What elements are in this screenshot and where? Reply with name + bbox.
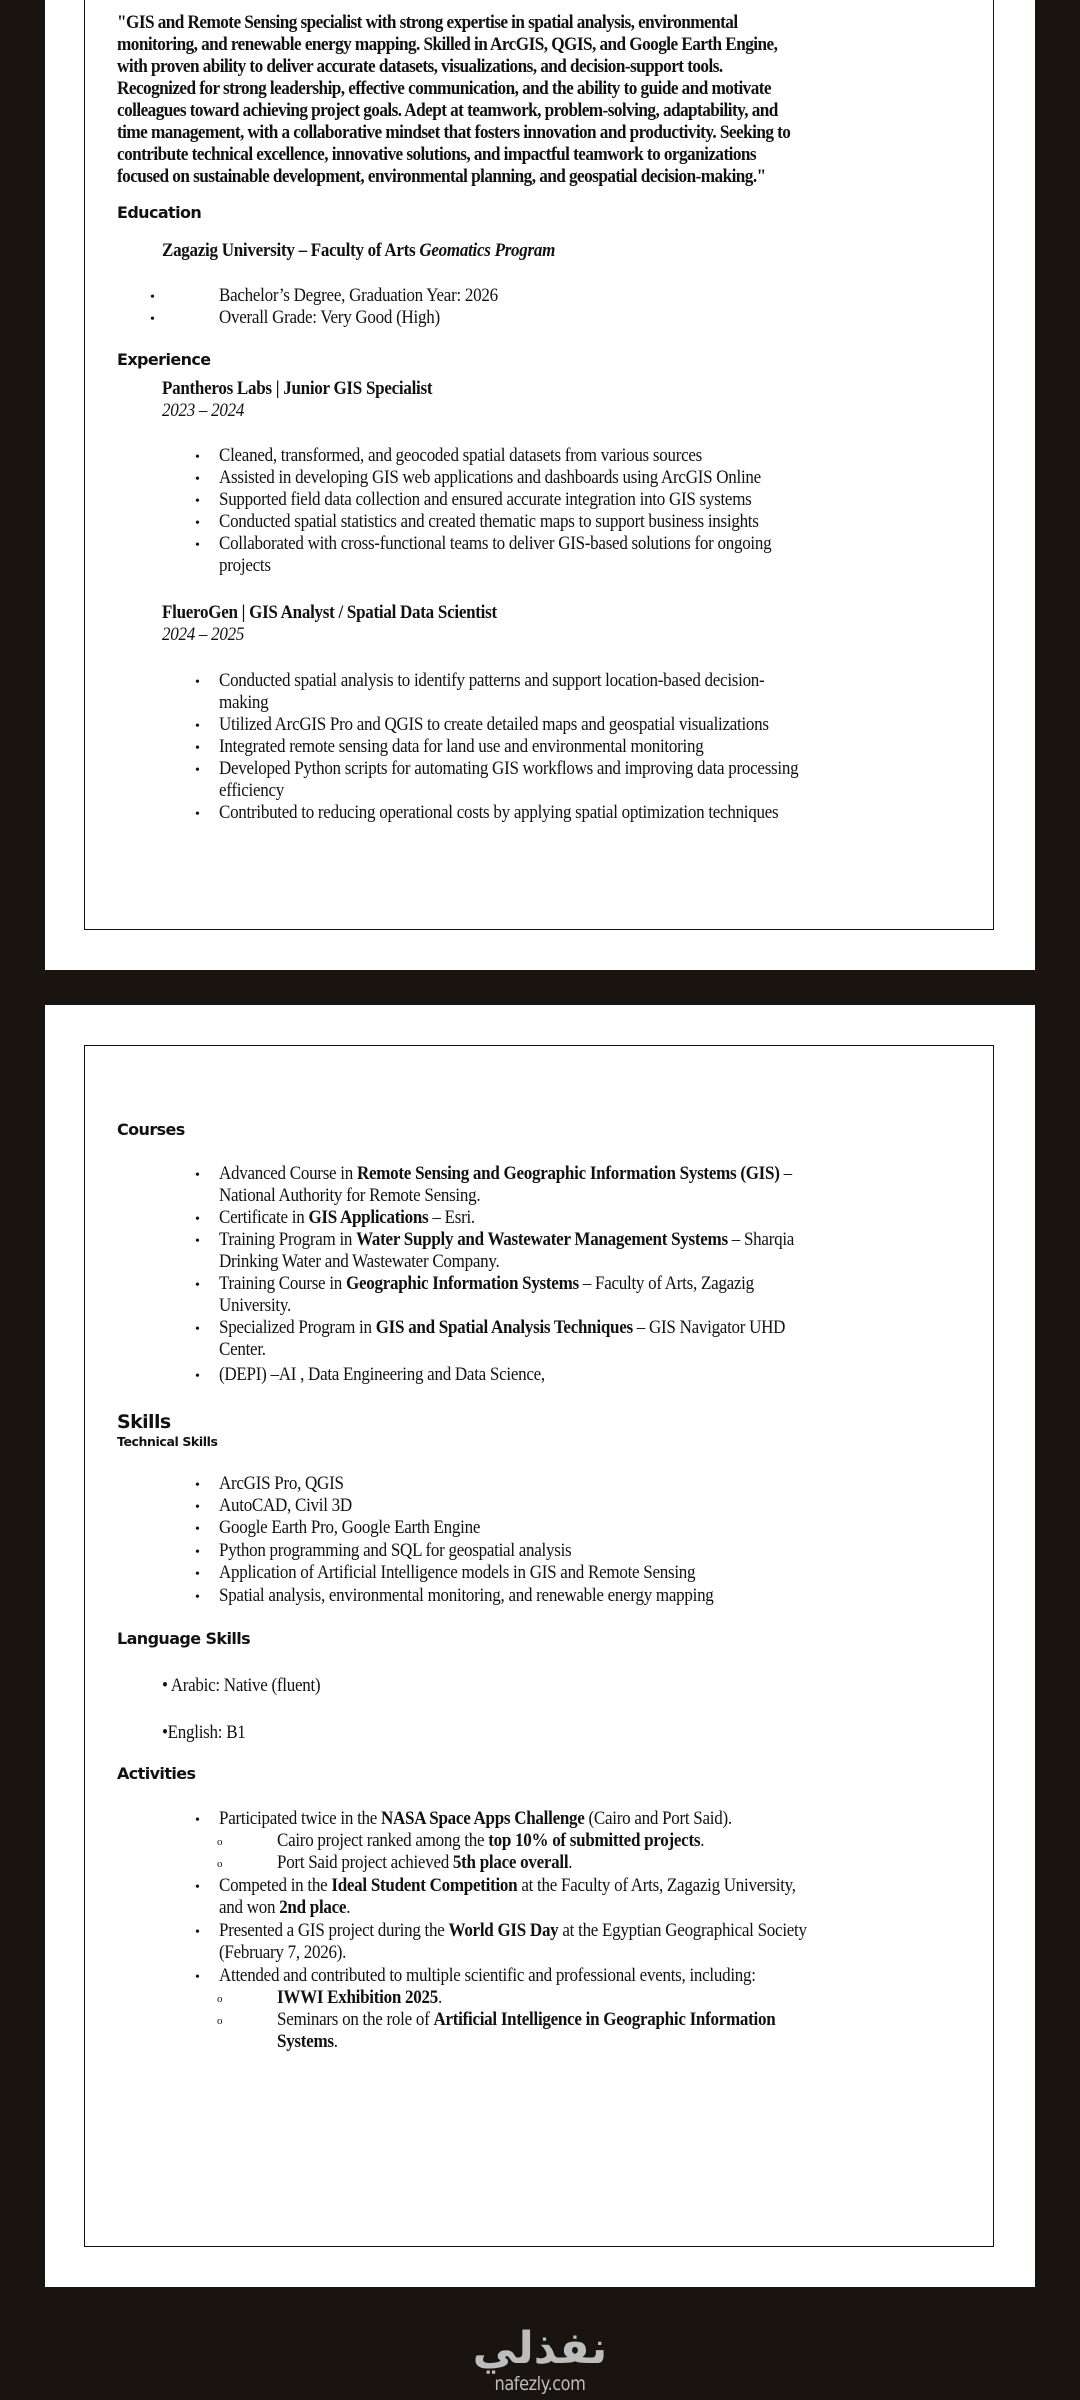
list-item: Application of Artificial Intelligence models in GIS and Remote Sensing xyxy=(219,1563,696,1583)
section-heading-education: Education xyxy=(117,203,202,222)
bullet-icon: • xyxy=(195,472,200,487)
list-item: Integrated remote sensing data for land use and environmental monitoring xyxy=(219,737,704,757)
bullet-icon: • xyxy=(195,1590,200,1605)
text: Certificate in xyxy=(219,1208,309,1228)
text: Cairo project ranked among the xyxy=(277,1831,489,1851)
list-item-continuation: making xyxy=(219,693,269,713)
text: and won xyxy=(219,1898,280,1918)
bullet-icon: • xyxy=(195,1234,200,1249)
section-heading-activities: Activities xyxy=(117,1764,196,1783)
list-item-continuation: Drinking Water and Wastewater Company. xyxy=(219,1252,500,1272)
list-item: Collaborated with cross-functional teams to deliver GIS-based solutions for ongoing xyxy=(219,534,772,554)
education-institution xyxy=(162,241,555,262)
section-heading-experience: Experience xyxy=(117,350,211,369)
summary-line: monitoring, and renewable energy mapping. Skilled in ArcGIS, QGIS, and Google Earth Engine, xyxy=(117,35,778,55)
list-item: Supported field data collection and ensured accurate integration into GIS systems xyxy=(219,490,752,510)
list-item: Attended and contributed to multiple scientific and professional events, including: xyxy=(219,1966,756,1986)
language-item: •English: B1 xyxy=(162,1723,246,1743)
sub-list-item xyxy=(277,1853,572,1874)
list-item-continuation: projects xyxy=(219,556,271,576)
text: Seminars on the role of xyxy=(277,2010,434,2030)
summary-line: Recognized for strong leadership, effective communication, and the ability to guide and motivate xyxy=(117,79,772,99)
list-item: ArcGIS Pro, QGIS xyxy=(219,1474,344,1494)
text: . xyxy=(568,1853,573,1873)
list-item-continuation xyxy=(219,1898,350,1919)
bullet-icon: • xyxy=(195,1970,200,1985)
sub-list-item xyxy=(277,2010,775,2031)
bullet-icon: • xyxy=(195,1925,200,1940)
language-item: • Arabic: Native (fluent) xyxy=(162,1676,321,1696)
text: Training Program in xyxy=(219,1230,357,1250)
text-bold: Geographic Information Systems xyxy=(345,1274,579,1294)
job-dates: 2023 – 2024 xyxy=(162,401,245,421)
bullet-icon: • xyxy=(195,538,200,553)
bullet-icon: • xyxy=(195,1522,200,1537)
bullet-icon: • xyxy=(195,1322,200,1337)
list-item: Utilized ArcGIS Pro and QGIS to create detailed maps and geospatial visualizations xyxy=(219,715,769,735)
text-bold: Artificial Intelligence in Geographic Information xyxy=(433,2010,776,2030)
summary-line: colleagues toward achieving project goals. Adept at teamwork, problem-solving, adaptability, and xyxy=(117,101,778,121)
sub-list-item xyxy=(277,1988,442,2009)
list-item: Cleaned, transformed, and geocoded spatial datasets from various sources xyxy=(219,446,702,466)
list-item: Conducted spatial analysis to identify patterns and support location-based decision- xyxy=(219,671,765,691)
text: – Sharqia xyxy=(727,1230,795,1250)
summary-line: "GIS and Remote Sensing specialist with strong expertise in spatial analysis, environmental xyxy=(117,13,738,33)
text: – GIS Navigator UHD xyxy=(632,1318,786,1338)
bullet-icon: • xyxy=(195,719,200,734)
text-bold: 5th place overall xyxy=(452,1853,569,1873)
bullet-icon: • xyxy=(195,516,200,531)
list-item: (DEPI) –AI , Data Engineering and Data Science, xyxy=(219,1365,545,1385)
text-bold: Systems xyxy=(277,2032,334,2052)
list-item: Assisted in developing GIS web applications and dashboards using ArcGIS Online xyxy=(219,468,761,488)
text-bold: Remote Sensing and Geographic Information Systems (GIS) xyxy=(356,1164,780,1184)
list-item-continuation: Center. xyxy=(219,1340,266,1360)
summary-line: focused on sustainable development, environmental planning, and geospatial decision-making." xyxy=(117,167,766,187)
bullet-icon: • xyxy=(150,290,155,305)
section-heading-language-skills: Language Skills xyxy=(117,1629,251,1648)
bullet-icon: • xyxy=(195,1278,200,1293)
text: . xyxy=(437,1988,442,2008)
list-item-continuation: efficiency xyxy=(219,781,284,801)
bullet-icon: • xyxy=(195,807,200,822)
list-item: Contributed to reducing operational costs by applying spatial optimization techniques xyxy=(219,803,779,823)
program-name: Geomatics Program xyxy=(419,241,556,261)
list-item: Google Earth Pro, Google Earth Engine xyxy=(219,1518,481,1538)
bullet-icon: • xyxy=(195,763,200,778)
text: . xyxy=(346,1898,351,1918)
text: – Esri. xyxy=(428,1208,475,1228)
text-bold: GIS Applications xyxy=(308,1208,429,1228)
text: Presented a GIS project during the xyxy=(219,1921,449,1941)
section-heading-courses: Courses xyxy=(117,1120,185,1139)
text-bold: IWWI Exhibition 2025 xyxy=(277,1988,438,2008)
summary-line: with proven ability to deliver accurate datasets, visualizations, and decision-support tools. xyxy=(117,57,723,77)
list-item: Overall Grade: Very Good (High) xyxy=(219,308,440,328)
job-title: Pantheros Labs | Junior GIS Specialist xyxy=(162,379,433,399)
list-item xyxy=(219,1876,796,1897)
list-item xyxy=(219,1208,475,1229)
bullet-icon: • xyxy=(195,494,200,509)
text-bold: Water Supply and Wastewater Management Systems xyxy=(356,1230,728,1250)
text-bold: World GIS Day xyxy=(448,1921,559,1941)
list-item xyxy=(219,1809,732,1830)
sub-bullet-icon: o xyxy=(217,2015,223,2027)
list-item-continuation: University. xyxy=(219,1296,291,1316)
institution-name: Zagazig University – Faculty of Arts xyxy=(162,241,416,261)
sub-list-item-continuation xyxy=(277,2032,338,2053)
sub-bullet-icon: o xyxy=(217,1993,223,2005)
bullet-icon: • xyxy=(195,741,200,756)
sub-list-item xyxy=(277,1831,704,1852)
text: at the Egyptian Geographical Society xyxy=(558,1921,807,1941)
bullet-icon: • xyxy=(195,1880,200,1895)
bullet-icon: • xyxy=(195,1212,200,1227)
subheading-technical-skills: Technical Skills xyxy=(117,1434,218,1449)
list-item: Bachelor’s Degree, Graduation Year: 2026 xyxy=(219,286,498,306)
text: at the Faculty of Arts, Zagazig University, xyxy=(517,1876,796,1896)
bullet-icon: • xyxy=(195,1478,200,1493)
bullet-icon: • xyxy=(195,1500,200,1515)
summary-line: time management, with a collaborative mindset that fosters innovation and productivity. Seeking to xyxy=(117,123,791,143)
text: Port Said project achieved xyxy=(277,1853,453,1873)
list-item xyxy=(219,1318,785,1339)
nafezly-logo xyxy=(0,2325,1080,2395)
summary-line: contribute technical excellence, innovative solutions, and impactful teamwork to organizations xyxy=(117,145,757,165)
text-bold: top 10% of submitted projects xyxy=(488,1831,701,1851)
section-heading-skills: Skills xyxy=(117,1411,171,1433)
text: . xyxy=(700,1831,705,1851)
bullet-icon: • xyxy=(195,1567,200,1582)
bullet-icon: • xyxy=(195,1168,200,1183)
text: Advanced Course in xyxy=(219,1164,357,1184)
text: – xyxy=(779,1164,792,1184)
sub-bullet-icon: o xyxy=(217,1836,223,1848)
text-bold: GIS and Spatial Analysis Techniques xyxy=(375,1318,633,1338)
list-item xyxy=(219,1921,807,1942)
bullet-icon: • xyxy=(195,1369,200,1384)
list-item xyxy=(219,1164,792,1185)
text: (Cairo and Port Said). xyxy=(584,1809,732,1829)
job-dates: 2024 – 2025 xyxy=(162,625,245,645)
list-item: AutoCAD, Civil 3D xyxy=(219,1496,352,1516)
list-item: Conducted spatial statistics and created thematic maps to support business insights xyxy=(219,512,759,532)
text: Specialized Program in xyxy=(219,1318,376,1338)
bullet-icon: • xyxy=(150,312,155,327)
text-bold: NASA Space Apps Challenge xyxy=(381,1809,585,1829)
list-item xyxy=(219,1274,754,1295)
list-item: Developed Python scripts for automating GIS workflows and improving data processing xyxy=(219,759,799,779)
bullet-icon: • xyxy=(195,1813,200,1828)
text: – Faculty of Arts, Zagazig xyxy=(578,1274,754,1294)
logo-arabic-text: نفذلي xyxy=(472,2323,608,2374)
text: Participated twice in the xyxy=(219,1809,382,1829)
logo-latin-text: nafezly.com xyxy=(494,2373,586,2395)
list-item-continuation: (February 7, 2026). xyxy=(219,1943,347,1963)
text-bold: Ideal Student Competition xyxy=(331,1876,518,1896)
text: Training Course in xyxy=(219,1274,346,1294)
text: Competed in the xyxy=(219,1876,332,1896)
bullet-icon: • xyxy=(195,450,200,465)
text: . xyxy=(333,2032,338,2052)
job-title: FlueroGen | GIS Analyst / Spatial Data Scientist xyxy=(162,603,497,623)
text-bold: 2nd place xyxy=(279,1898,347,1918)
bullet-icon: • xyxy=(195,675,200,690)
list-item: Python programming and SQL for geospatial analysis xyxy=(219,1541,572,1561)
list-item: Spatial analysis, environmental monitoring, and renewable energy mapping xyxy=(219,1586,714,1606)
bullet-icon: • xyxy=(195,1545,200,1560)
list-item-continuation: National Authority for Remote Sensing. xyxy=(219,1186,481,1206)
sub-bullet-icon: o xyxy=(217,1858,223,1870)
list-item xyxy=(219,1230,794,1251)
